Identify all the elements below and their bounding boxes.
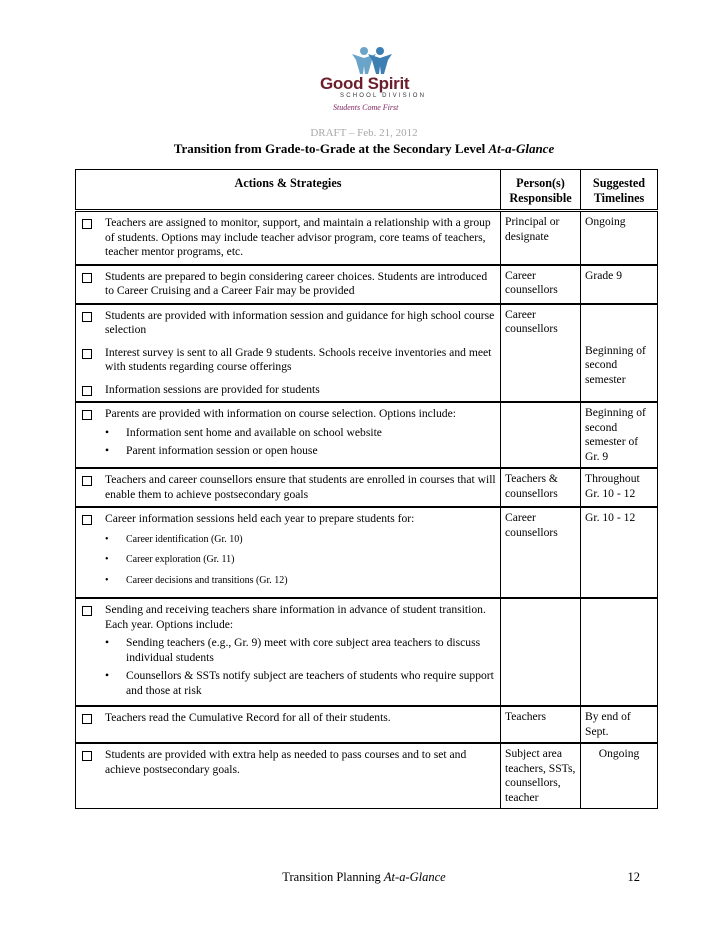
checkbox-icon (82, 386, 92, 396)
checklist-item: Parents are provided with information on course selection. Options include: (80, 407, 496, 422)
checklist-item: Sending and receiving teachers share information in advance of student transition. Each year. Options include: (80, 603, 496, 632)
checklist-item: Interest survey is sent to all Grade 9 students. Schools receive inventories and meet with students regarding course offerings (80, 346, 496, 375)
checklist-item: Students are prepared to begin considering career choices. Students are introduced to Career Cruising and a Career Fair may be provided (80, 270, 496, 299)
bullet-icon: • (105, 669, 110, 682)
header-timelines: Suggested Timelines (581, 170, 658, 211)
checkbox-icon (82, 476, 92, 486)
timeline-cell: Grade 9 (581, 265, 658, 304)
table-row (76, 598, 658, 706)
logo-subtitle: SCHOOL DIVISION (340, 93, 427, 99)
timeline-cell (581, 598, 658, 706)
timeline-cell: Gr. 10 - 12 (581, 507, 658, 598)
person-cell: Career counsellors (501, 304, 581, 403)
person-cell: Teachers (501, 706, 581, 743)
bullet-icon: • (105, 533, 109, 545)
title-main: Transition from Grade-to-Grade at the Secondary Level (173, 141, 489, 156)
checkbox-icon (82, 751, 92, 761)
table-row (76, 265, 658, 304)
person-cell: Teachers & counsellors (501, 468, 581, 507)
page-number: 12 (627, 870, 640, 884)
logo-name: Good Spirit (320, 74, 410, 93)
checklist-item: Students are provided with extra help as needed to pass courses and to set and achieve postsecondary goals. (80, 748, 496, 777)
bullet-icon: • (105, 444, 110, 457)
bullet-item: • Counsellors & SSTs notify subject are teachers of students who require support and those at risk (105, 669, 494, 697)
table-row (76, 507, 658, 598)
table-row (76, 304, 658, 403)
table-row (76, 211, 658, 265)
timeline-cell: Throughout Gr. 10 - 12 (581, 468, 658, 507)
person-cell: Subject area teachers, SSTs, counsellors, teacher (501, 743, 581, 809)
people-logo-icon (350, 46, 394, 76)
bullet-item: • Career exploration (Gr. 11) (80, 553, 496, 568)
table-row (76, 743, 658, 809)
logo-slogan: Students Come First (333, 103, 399, 112)
person-cell (501, 402, 581, 468)
checkbox-icon (82, 606, 92, 616)
timeline-cell: Ongoing (581, 743, 658, 809)
bullet-icon: • (105, 425, 110, 439)
checkbox-icon (82, 714, 92, 724)
bullet-icon: • (105, 574, 109, 586)
transition-plan-table (75, 169, 658, 809)
checkbox-icon (82, 410, 92, 420)
document-title (0, 141, 728, 157)
timeline-cell: Ongoing (581, 211, 658, 265)
school-division-logo (310, 46, 430, 112)
bullet-icon: • (105, 554, 109, 565)
header-person: Person(s) Responsible (501, 170, 581, 211)
checklist-item: Teachers read the Cumulative Record for all of their students. (80, 711, 496, 726)
person-cell: Career counsellors (501, 265, 581, 304)
checkbox-icon (82, 515, 92, 525)
checklist-item: Students are provided with information session and guidance for high school course selection (80, 309, 496, 338)
header-actions: Actions & Strategies (76, 170, 501, 211)
timeline-cell: By end of Sept. (581, 706, 658, 743)
checkbox-icon (82, 312, 92, 322)
checklist-item: Information sessions are provided for students (80, 383, 496, 398)
bullet-item: • Career decisions and transitions (Gr. 12) (80, 574, 496, 589)
bullet-item: • Information sent home and available on school website (105, 425, 382, 439)
person-cell: Career counsellors (501, 507, 581, 598)
checkbox-icon (82, 273, 92, 283)
title-italic: At-a-Glance (488, 141, 555, 156)
checkbox-icon (82, 349, 92, 359)
bullet-item: • Career identification (Gr. 10) (80, 533, 496, 548)
checklist-item: Career information sessions held each year to prepare students for: (80, 512, 496, 527)
checklist-item: Teachers are assigned to monitor, support, and maintain a relationship with a group of students. Options may include teacher advisor program, core teams of teachers, teacher mentor programs, etc. (80, 216, 496, 260)
timeline-cell: Beginning of second semester of Gr. 9 (581, 402, 658, 468)
table-row (76, 468, 658, 507)
draft-watermark: DRAFT – Feb. 21, 2012 (310, 127, 418, 139)
checkbox-icon (82, 219, 92, 229)
footer-title: Transition Planning At-a-Glance (282, 870, 446, 884)
table-header-row (76, 170, 658, 211)
bullet-item: • Parent information session or open house (105, 444, 318, 457)
bullet-icon: • (105, 636, 110, 649)
checklist-item: Teachers and career counsellors ensure that students are enrolled in courses that will enable them to achieve postsecondary goals (80, 473, 496, 502)
table-row (76, 402, 658, 468)
bullet-item: • Sending teachers (e.g., Gr. 9) meet with core subject area teachers to discuss individual students (105, 636, 481, 664)
person-cell: Principal or designate (501, 211, 581, 265)
table-row (76, 706, 658, 743)
person-cell (501, 598, 581, 706)
timeline-cell: Beginning of second semester (585, 343, 646, 386)
